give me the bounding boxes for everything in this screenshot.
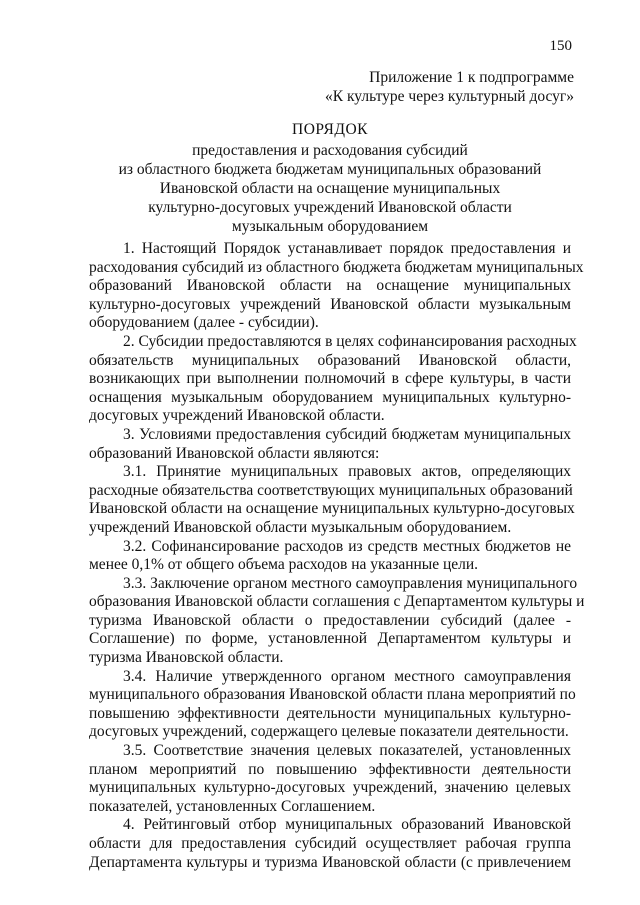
paragraph-line: повышению эффективности деятельности муниципальных культурно- (89, 704, 571, 722)
paragraph-line: образований Ивановской области на оснащение муниципальных (89, 277, 571, 295)
paragraph-line: 2. Субсидии предоставляются в целях софинансирования расходных (123, 332, 577, 350)
appendix-line: «К культуре через культурный досуг» (325, 88, 574, 105)
paragraph (89, 742, 571, 816)
paragraph-line: планом мероприятий по повышению эффективности деятельности (89, 760, 571, 778)
document-body (89, 240, 585, 872)
paragraph-line: 3.1. Принятие муниципальных правовых актов, определяющих (123, 463, 571, 481)
paragraph (89, 667, 576, 742)
paragraph-line: 3.5. Соответствие значения целевых показателей, установленных (123, 742, 571, 760)
paragraph-line: возникающих при выполнении полномочий в сфере культуры, в части (89, 370, 571, 388)
page-number: 150 (549, 38, 572, 54)
paragraph (89, 332, 577, 426)
paragraph-line: образований Ивановской области являются: (89, 444, 380, 462)
paragraph-line: 3.4. Наличие утвержденного органом местного самоуправления (123, 667, 571, 685)
paragraph-line: 1. Настоящий Порядок устанавливает порядок предоставления и (123, 240, 571, 257)
title-line: из областного бюджета бюджетам муниципальных образований (118, 161, 542, 178)
document-title (80, 120, 580, 236)
paragraph-line: оборудованием (далее - субсидии). (89, 314, 319, 332)
paragraph-line: Департамента культуры и туризма Ивановской области (с привлечением (89, 853, 571, 871)
paragraph (89, 816, 571, 872)
title-line: Ивановской области на оснащение муниципальных (159, 180, 501, 197)
paragraph-line: менее 0,1% от общего объема расходов на указанные цели. (89, 556, 479, 574)
paragraph-line: расходования субсидий из областного бюджета бюджетам муниципальных (89, 258, 584, 276)
paragraph-line: учреждений Ивановской области музыкальным оборудованием. (89, 518, 512, 536)
paragraph-line: расходные обязательства соответствующих муниципальных образований (89, 481, 573, 499)
paragraph-line: 3.3. Заключение органом местного самоуправления муниципального (123, 574, 578, 592)
paragraph-line: 3. Условиями предоставления субсидий бюджетам муниципальных (123, 425, 571, 443)
paragraph (89, 240, 584, 333)
paragraph-line: досуговых учреждений Ивановской области. (89, 407, 385, 425)
paragraph-line: Соглашение) по форме, установленной Департаментом культуры и (89, 630, 571, 648)
paragraph (89, 538, 571, 575)
title-line: предоставления и расходования субсидий (192, 142, 468, 159)
paragraph-line: оснащения музыкальным оборудованием муниципальных культурно- (89, 388, 571, 406)
appendix-line: Приложение 1 к подпрограмме (369, 69, 574, 86)
paragraph-line: 3.2. Софинансирование расходов из средств местных бюджетов не (123, 537, 571, 555)
paragraph (89, 463, 575, 537)
paragraph (89, 426, 571, 463)
paragraph-line: муниципальных культурно-досуговых учреждений, значению целевых (89, 779, 571, 797)
paragraph-line: культурно-досуговых учреждений Ивановской области музыкальным (89, 295, 571, 313)
paragraph-line: показателей, установленных Соглашением. (89, 797, 376, 815)
paragraph-line: Ивановской области на оснащение муниципальных культурно-досуговых (89, 500, 575, 518)
paragraph-line: муниципального образования Ивановской области плана мероприятий по (89, 686, 576, 704)
title-heading: ПОРЯДОК (292, 121, 368, 138)
paragraph-line: 4. Рейтинговый отбор муниципальных образований Ивановской (123, 816, 571, 834)
paragraph-line: обязательств муниципальных образований Ивановской области, (89, 351, 571, 369)
title-line: музыкальным оборудованием (231, 218, 429, 235)
title-line: культурно-досуговых учреждений Ивановской области (148, 199, 512, 216)
paragraph-line: туризма Ивановской области о предоставлении субсидий (далее - (89, 611, 571, 629)
paragraph-line: туризма Ивановской области. (89, 649, 284, 667)
paragraph-line: области для предоставления субсидий осуществляет рабочая группа (89, 835, 571, 852)
appendix-reference (325, 68, 574, 106)
paragraph-line: образования Ивановской области соглашения с Департаментом культуры и (89, 593, 585, 611)
paragraph-line: досуговых учреждений, содержащего целевые показатели деятельности. (89, 723, 569, 741)
paragraph (89, 574, 585, 668)
